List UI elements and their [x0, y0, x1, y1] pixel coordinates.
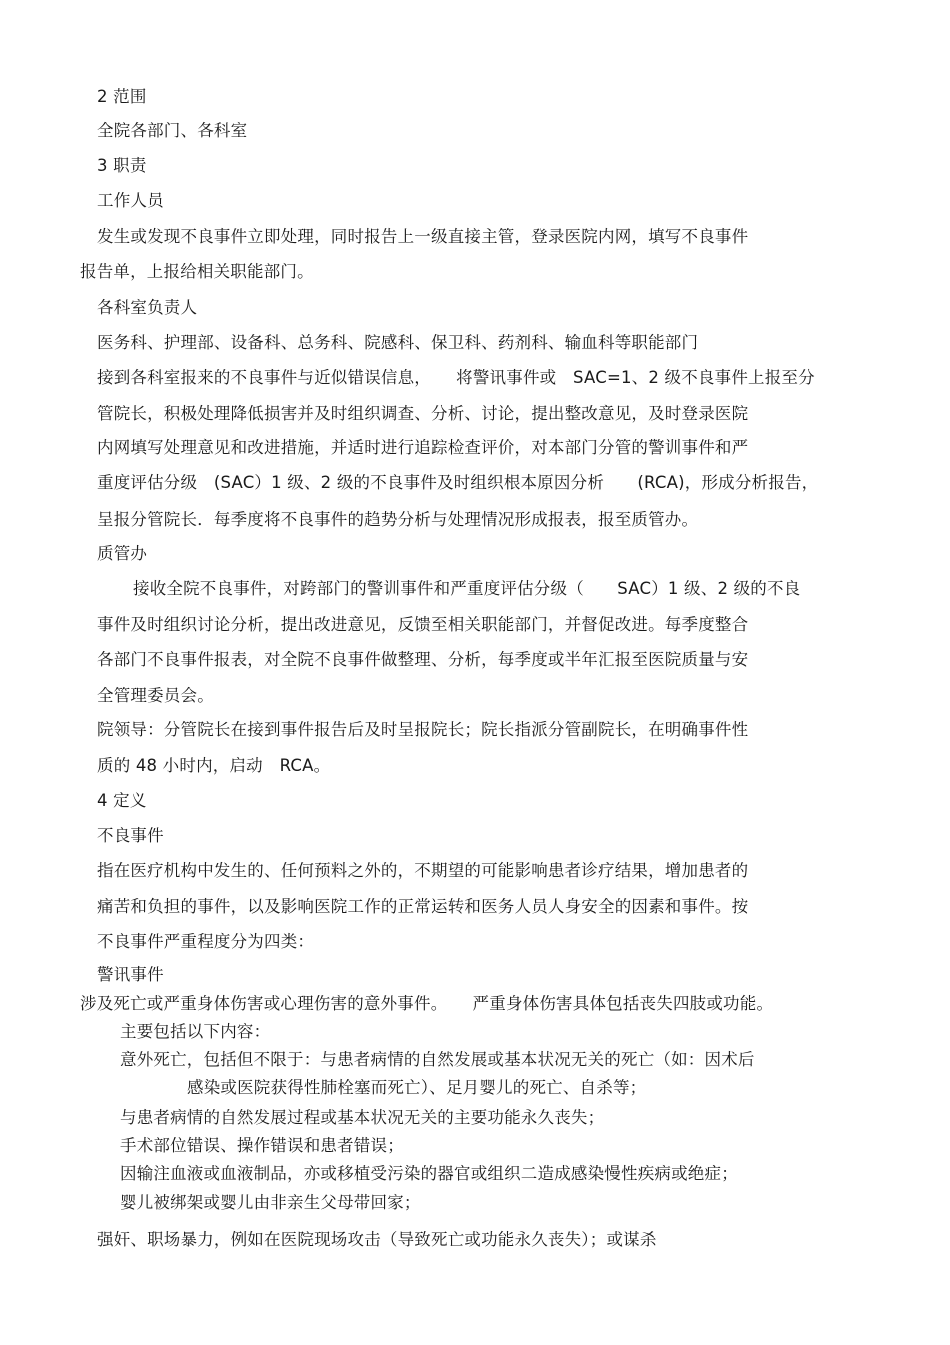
text-line: 医务科、护理部、设备科、总务科、院感科、保卫科、药剂科、输血科等职能部门 — [97, 333, 699, 352]
list-item: 因输注血液或血液制品，亦或移植受污染的器官或组织二造成感染慢性疾病或绝症； — [120, 1164, 738, 1183]
text-line: 痛苦和负担的事件，以及影响医院工作的正常运转和医务人员人身安全的因素和事件。按 — [97, 897, 749, 916]
section-heading-definition: 4 定义 — [97, 791, 147, 810]
section-heading-scope: 2 范围 — [97, 87, 147, 106]
text-line: 全院各部门、各科室 — [97, 121, 248, 140]
text-line: 重度评估分级 (SAC）1 级、2 级的不良事件及时组织根本原因分析 (RCA)，形成分析报告， — [97, 473, 819, 492]
text-line: 指在医疗机构中发生的、任何预料之外的，不期望的可能影响患者诊疗结果，增加患者的 — [97, 861, 749, 880]
text-line: 各部门不良事件报表，对全院不良事件做整理、分析，每季度或半年汇报至医院质量与安 — [97, 650, 749, 669]
text-line: 发生或发现不良事件立即处理，同时报告上一级直接主管，登录医院内网，填写不良事件 — [97, 227, 749, 246]
text-line: 内网填写处理意见和改进措施，并适时进行追踪检查评价，对本部门分管的警训事件和严 — [97, 438, 749, 457]
list-item: 与患者病情的自然发展过程或基本状况无关的主要功能永久丧失； — [120, 1108, 605, 1127]
text-line: 报告单，上报给相关职能部门。 — [80, 262, 314, 281]
list-item: 手术部位错误、操作错误和患者错误； — [120, 1136, 404, 1155]
text-line: 接到各科室报来的不良事件与近似错误信息， 将警讯事件或 SAC=1、2 级不良事件上报至分 — [97, 368, 815, 387]
text-line: 不良事件严重程度分为四类： — [97, 932, 315, 951]
text-line: 全管理委员会。 — [97, 686, 214, 705]
text-line: 质的 48 小时内，启动 RCA。 — [97, 756, 331, 775]
text-line: 院领导：分管院长在接到事件报告后及时呈报院长；院长指派分管副院长，在明确事件性 — [97, 720, 749, 739]
list-item: 婴儿被绑架或婴儿由非亲生父母带回家； — [120, 1193, 421, 1212]
text-line: 接收全院不良事件，对跨部门的警训事件和严重度评估分级（ SAC）1 级、2 级的不良 — [133, 579, 801, 598]
list-item: 意外死亡，包括但不限于：与患者病情的自然发展或基本状况无关的死亡（如：因术后 — [120, 1050, 755, 1069]
list-item-continuation: 感染或医院获得性肺栓塞而死亡）、足月婴儿的死亡、自杀等； — [187, 1078, 647, 1097]
text-line: 主要包括以下内容： — [120, 1022, 271, 1041]
subheading-staff: 工作人员 — [97, 191, 164, 210]
subheading-sentinel-event: 警讯事件 — [97, 965, 164, 984]
subheading-dept-heads: 各科室负责人 — [97, 298, 198, 317]
text-line: 强奸、职场暴力，例如在医院现场攻击（导致死亡或功能永久丧失）；或谋杀 — [97, 1230, 657, 1249]
text-line: 呈报分管院长．每季度将不良事件的趋势分析与处理情况形成报表，报至质管办。 — [97, 510, 699, 529]
text-line: 事件及时组织讨论分析，提出改进意见，反馈至相关职能部门，并督促改进。每季度整合 — [97, 615, 749, 634]
subheading-adverse-event: 不良事件 — [97, 826, 164, 845]
text-line: 管院长，积极处理降低损害并及时组织调查、分析、讨论，提出整改意见，及时登录医院 — [97, 404, 749, 423]
text-line: 涉及死亡或严重身体伤害或心理伤害的意外事件。 严重身体伤害具体包括丧失四肢或功能。 — [80, 994, 774, 1013]
subheading-quality-office: 质管办 — [97, 544, 148, 563]
section-heading-duties: 3 职责 — [97, 156, 147, 175]
